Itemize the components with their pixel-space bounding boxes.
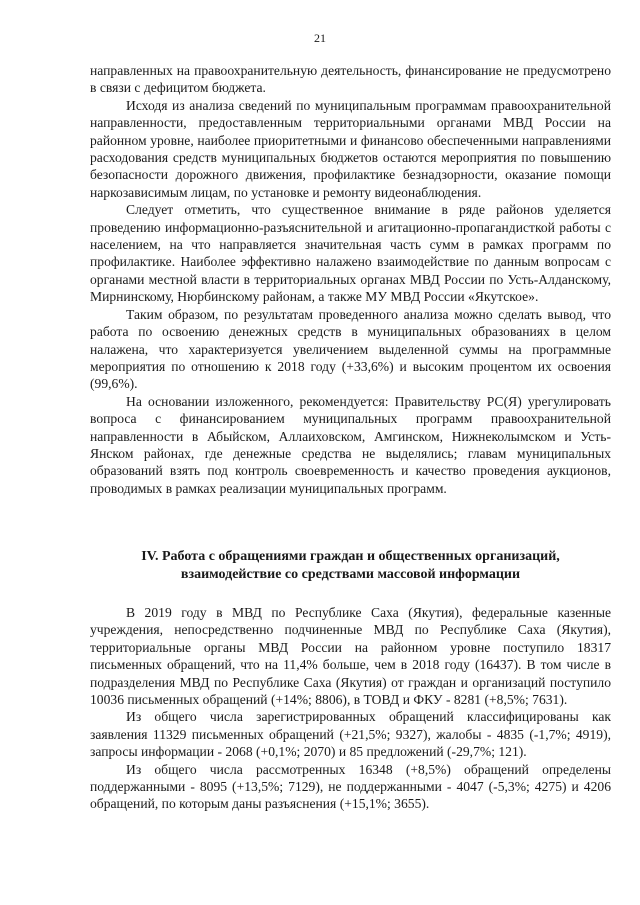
paragraph-priority-directions: Исходя из анализа сведений по муниципальным программам правоохранительной направленности, предоставленным территориальными органами МВД России на районном уровне, наиболее приоритетными и финансово обеспеченными направлениями расходования средств муниципальных бюджетов остаются мероприятия по повышению безопасности дорожного движения, профилактике безнадзорности, оказание помощи наркозависимым лицам, по установке и ремонту видеонаблюдения. [90,97,611,200]
page-number: 21 [314,31,326,45]
paragraph-recommendations: На основании изложенного, рекомендуется: Правительству РС(Я) урегулировать вопроса с финансированием муниципальных программ правоохранительной направленности в Абыйском, Аллаиховском, Амгинском, Нижнеколымском и Усть-Янском районах, где денежные средства не выделялись; главам муниципальных образований взять под контроль своевременность и качество проведения аукционов, проводимых в рамках реализации муниципальных программ. [90,393,611,496]
body-text-bottom [90,604,611,813]
section-heading [90,548,611,584]
paragraph-appeals-received: В 2019 году в МВД по Республике Саха (Якутия), федеральные казенные учреждения, непосредственно подчиненные МВД по Республике Саха (Якутия), территориальные органы МВД России на районном уровне поступило 18317 письменных обращений, что на 11,4% больше, чем в 2018 году (16437). В том числе в подразделения МВД по Республике Саха (Якутия) от граждан и организаций поступило 10036 письменных обращений (+14%; 8806), в ТОВД и ФКУ - 8281 (+8,5%; 7631). [90,605,611,708]
paragraph-appeals-classification: Из общего числа зарегистрированных обращений классифицированы как заявления 11329 письменных обращений (+21,5%; 9327), жалобы - 4835 (-1,7%; 4919), запросы информации - 2068 (+0,1%; 2070) и 85 предложений (-29,7%; 121). [90,709,611,760]
section-heading-line-2: взаимодействие со средствами массовой информации [180,567,521,582]
section-heading-line-1: IV. Работа с обращениями граждан и общественных организаций, [141,549,560,564]
paragraph-financing-note: направленных на правоохранительную деятельность, финансирование не предусмотрено в связи с дефицитом бюджета. [90,63,611,96]
paragraph-outreach-work: Следует отметить, что существенное внимание в ряде районов уделяется проведению информационно-разъяснительной и агитационно-пропагандисткой работы с населением, на что направляется значительная часть сумм в рамках программ по профилактике. Наиболее эффективно налажено взаимодействие по данным вопросам с органами местной власти в территориальных органах МВД России по Усть-Алданскому, Мирнинскому, Нюрбинскому районам, а также МУ МВД России «Якутское». [90,202,611,305]
body-text-top [90,62,611,497]
paragraph-appeals-outcomes: Из общего числа рассмотренных 16348 (+8,5%) обращений определены поддержанными - 8095 (+13,5%; 7129), не поддержанными - 4047 (-5,3%; 4275) и 4206 обращений, по которым даны разъяснения (+15,1%; 3655). [90,761,611,812]
paragraph-conclusion: Таким образом, по результатам проведенного анализа можно сделать вывод, что работа по освоению денежных средств в муниципальных образованиях в целом налажена, что характеризуется увеличением выделенной суммы на программные мероприятия по отношению к 2018 году (+33,6%) и высоким процентом их освоения (99,6%). [90,306,611,392]
